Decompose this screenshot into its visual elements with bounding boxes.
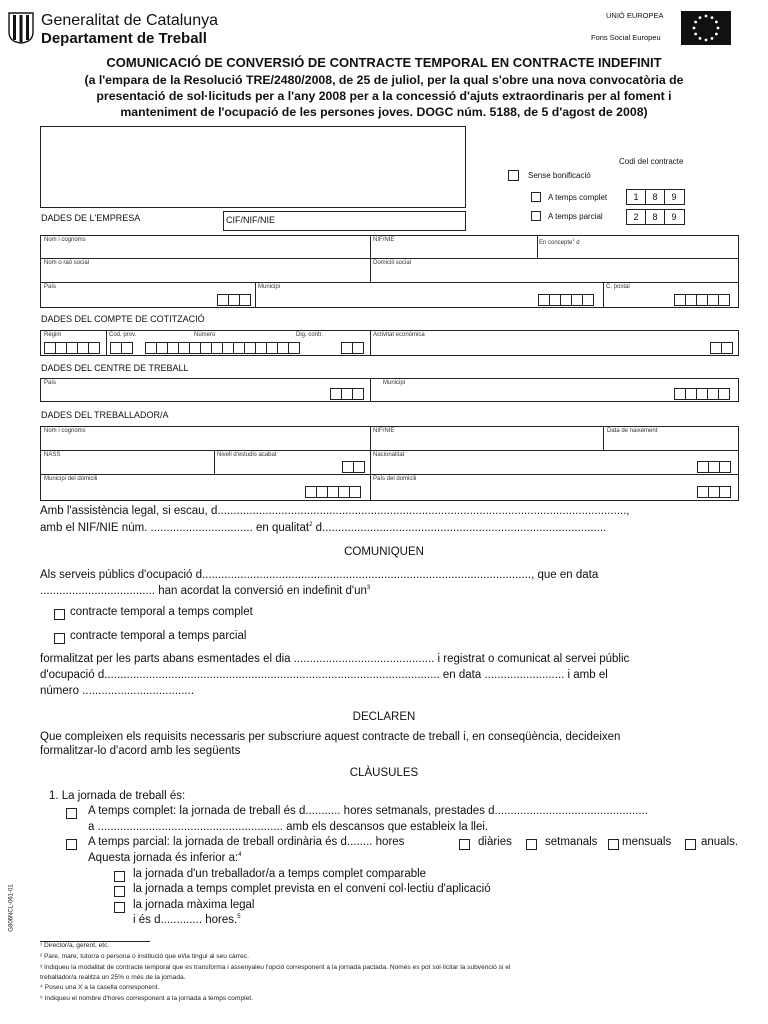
als-serveis-line-2: .................................... han acordat la conversió en indefinit $d'un^3$ [40, 585, 371, 597]
form-title: COMUNICACIÓ DE CONVERSIÓ DE CONTRACTE TEMPORAL EN CONTRACTE INDEFINIT [106, 55, 662, 70]
empresa-rao-label: Nom o raó social [44, 260, 90, 266]
code-digit: 9 [664, 190, 683, 204]
empresa-concepte-field[interactable] [538, 244, 738, 257]
generalitat-logo-icon [8, 12, 34, 44]
assistencia-line-2: amb el NIF/NIE núm. ................................ en qualitat$^2$ d......................................................................................... [40, 522, 607, 534]
conveni-label: la jornada a temps complet prevista en el conveni col·lectiu d'aplicació [133, 883, 491, 895]
setmanals-label: setmanals [545, 836, 598, 848]
empresa-rao-field[interactable] [41, 267, 369, 281]
form-subtitle-1: (a l'empara de la Resolució TRE/2480/2008, de 25 de juliol, per la qual s'obre una nova convocatòria de [84, 73, 684, 87]
numero-label: Número [194, 332, 216, 338]
checkbox-sense-bonificacio[interactable] [508, 170, 519, 181]
section-centre: DADES DEL CENTRE DE TREBALL [41, 363, 189, 373]
mensuals-label: mensuals [622, 836, 672, 848]
declaren-line-1: Que compleixen els requisits necessaris per subscriure aquest contracte de treball i, en conseqüència, decideixen [40, 731, 621, 743]
empresa-nom-label: Nom i cognoms [44, 237, 86, 243]
declaren-line-2: formalitzar-lo d'acord amb les següents [40, 745, 241, 757]
assistencia-line-1: Amb l'assistència legal, si escau, d................................................................................................................................, [40, 505, 630, 517]
prov-label: Cod. prov. [109, 332, 137, 338]
contract-code-label: Codi del contracte [619, 157, 684, 166]
jornada-parcial-line: A temps parcial: la jornada de treball ordinària és d........ hores [88, 836, 405, 848]
treb-nom-label: Nom i cognoms [44, 428, 86, 434]
anuals-label: anuals. [701, 836, 739, 848]
empresa-domicili-field[interactable] [371, 267, 738, 281]
empresa-concepte-label: En concepte$^1$ d [539, 237, 580, 246]
section-treballador: DADES DEL TREBALLADOR/A [41, 410, 169, 420]
code-digit: 1 [633, 192, 639, 202]
eu-fund-label: Fons Social Europeu [591, 33, 661, 42]
activitat-label: Activitat econòmica [373, 332, 425, 338]
company-stamp-box[interactable] [40, 126, 466, 208]
treb-municipi-squares[interactable] [305, 486, 361, 498]
org-department: Departament de Treball [41, 30, 207, 47]
regim-squares[interactable] [44, 342, 100, 354]
centre-pais-squares[interactable] [330, 388, 364, 400]
sense-bonificacio-label: Sense bonificació [528, 171, 591, 180]
checkbox-setmanals[interactable] [526, 839, 537, 850]
prov-squares[interactable] [110, 342, 133, 354]
treb-estudis-label: Nivell d'estudis acabat [217, 452, 277, 458]
treb-naixement-field[interactable] [604, 435, 738, 449]
treb-nom-field[interactable] [41, 435, 369, 449]
footnote-1: ¹ Director/a, gerent, etc. [40, 942, 110, 949]
empresa-nom-field[interactable] [41, 244, 369, 257]
checkbox-contracte-complet[interactable] [54, 609, 65, 620]
form-subtitle-3: manteniment de l'ocupació de les persones joves. DOGC núm. 5188, de 5 d'agost de 2008) [120, 105, 648, 119]
section-empresa: DADES DE L'EMPRESA [41, 213, 141, 223]
empresa-domicili-label: Domicili social [373, 260, 412, 266]
treb-naixement-label: Data de naixement [607, 428, 658, 434]
checkbox-temps-complet[interactable] [531, 192, 541, 202]
centre-municipi-label: Municipi [383, 380, 406, 386]
centre-municipi-squares[interactable] [674, 388, 730, 400]
section-cotitzacio: DADES DEL COMPTE DE COTITZACIÓ [41, 314, 205, 324]
checkbox-comparable[interactable] [114, 871, 125, 882]
org-name: Generalitat de Catalunya [41, 12, 218, 29]
side-form-code: G806NCL-061-01 [8, 884, 15, 932]
code-complet [626, 189, 685, 205]
footnote-3-cont: treballador/a realitza un 25% o més de la jornada. [40, 974, 186, 981]
empresa-municipi-squares[interactable] [538, 294, 594, 306]
eu-label: UNIÓ EUROPEA [606, 11, 664, 20]
treb-nass-label: NASS [44, 452, 61, 458]
numero-squares[interactable] [145, 342, 300, 354]
regim-label: Règim [44, 332, 62, 338]
checkbox-jornada-parcial[interactable] [66, 839, 77, 850]
code-digit: 9 [664, 210, 683, 224]
cif-label: CIF/NIF/NIE [226, 215, 275, 225]
checkbox-diaries[interactable] [459, 839, 470, 850]
activitat-squares[interactable] [710, 342, 733, 354]
comparable-label: la jornada d'un treballador/a a temps complet comparable [133, 868, 427, 880]
empresa-municipi-label: Municipi [258, 284, 281, 290]
temps-parcial-label: A temps parcial [548, 212, 603, 221]
code-digit: 2 [633, 212, 639, 222]
treb-nif-label: NIF/NIE [373, 428, 395, 434]
treb-nacionalitat-squares[interactable] [697, 461, 731, 473]
code-digit: 8 [645, 190, 664, 204]
formalitzat-line-3: número ................................... [40, 685, 195, 697]
heading-declaren: DECLAREN [352, 711, 416, 723]
centre-pais-label: País [44, 380, 57, 386]
als-serveis-line-1: Als serveis públics d'ocupació d......................................................................................................., que en data [40, 569, 599, 581]
treb-municipi-label: Municipi del domicili [44, 476, 98, 482]
footnote-5: ⁵ Indiqueu el nombre d'hores corresponent a la jornada a temps complet. [40, 995, 253, 1002]
jornada-complet-line-2: a .......................................................... amb els descansos que estableix la llei. [88, 821, 489, 833]
jornada-heading: 1. La jornada de treball és: [49, 790, 186, 802]
checkbox-contracte-parcial[interactable] [54, 633, 65, 644]
formalitzat-line-2: d'ocupació d......................................................................................................... en data ......................... i amb el [40, 669, 608, 681]
treb-nif-field[interactable] [371, 435, 602, 449]
temps-complet-label: A temps complet [548, 193, 608, 202]
checkbox-temps-parcial[interactable] [531, 211, 541, 221]
form-subtitle-2: presentació de sol·licituds per a l'any 2008 per a la concessió d'ajuts extraordinaris per al foment i [96, 89, 672, 103]
footnote-4: ⁴ Poseu una X a la casella corresponent. [40, 984, 160, 991]
treb-estudis-squares[interactable] [342, 461, 365, 473]
empresa-cp-label: C. postal [606, 284, 630, 290]
hores-line: i és d............. hores.$^5$ [133, 914, 241, 926]
eu-flag-icon [681, 11, 731, 45]
checkbox-anuals[interactable] [685, 839, 696, 850]
heading-clausules: CLÀUSULES [349, 767, 419, 779]
treb-pais-label: País del domicili [373, 476, 417, 482]
code-digit: 8 [645, 210, 664, 224]
jornada-inferior: Aquesta jornada és inferior a:$^4$ [88, 852, 242, 864]
contracte-complet-label: contracte temporal a temps complet [70, 606, 253, 618]
footnote-2: ² Pare, mare, tutor/a o persona o institució que el/la tingui al seu càrrec. [40, 953, 249, 960]
contracte-parcial-label: contracte temporal a temps parcial [70, 630, 247, 642]
empresa-nif-field[interactable] [371, 244, 536, 257]
treb-nacionalitat-label: Nacionalitat [373, 452, 405, 458]
empresa-pais-squares[interactable] [217, 294, 251, 306]
checkbox-jornada-complet[interactable] [66, 808, 77, 819]
code-parcial [626, 209, 685, 225]
empresa-pais-label: País [44, 284, 57, 290]
dig-squares[interactable] [341, 342, 364, 354]
formalitzat-line-1: formalitzat per les parts abans esmentades el dia ............................................ i registrat o comunicat al servei públic [40, 653, 630, 665]
checkbox-conveni[interactable] [114, 886, 125, 897]
empresa-nif-label: NIF/NIE [373, 237, 395, 243]
empresa-cp-squares[interactable] [674, 294, 730, 306]
checkbox-mensuals[interactable] [608, 839, 619, 850]
diaries-label: diàries [478, 836, 512, 848]
jornada-complet-line-1: A temps complet: la jornada de treball és d........... hores setmanals, prestades d................................................ [88, 805, 648, 817]
heading-comuniquen: COMUNIQUEN [344, 546, 424, 558]
treb-pais-squares[interactable] [697, 486, 731, 498]
generalitat-logo [8, 12, 34, 44]
checkbox-maxima-legal[interactable] [114, 902, 125, 913]
treb-nass-field[interactable] [41, 459, 213, 473]
dig-label: Dig. contr. [296, 332, 324, 338]
maxima-legal-label: la jornada màxima legal [133, 899, 255, 911]
footnote-3: ³ Indiqueu la modalitat de contracte temporal que es transforma i assenyaleu l'opció corresponent a la jornada pactada. Només es pot sol·licitar la subvenció si el [40, 964, 511, 971]
